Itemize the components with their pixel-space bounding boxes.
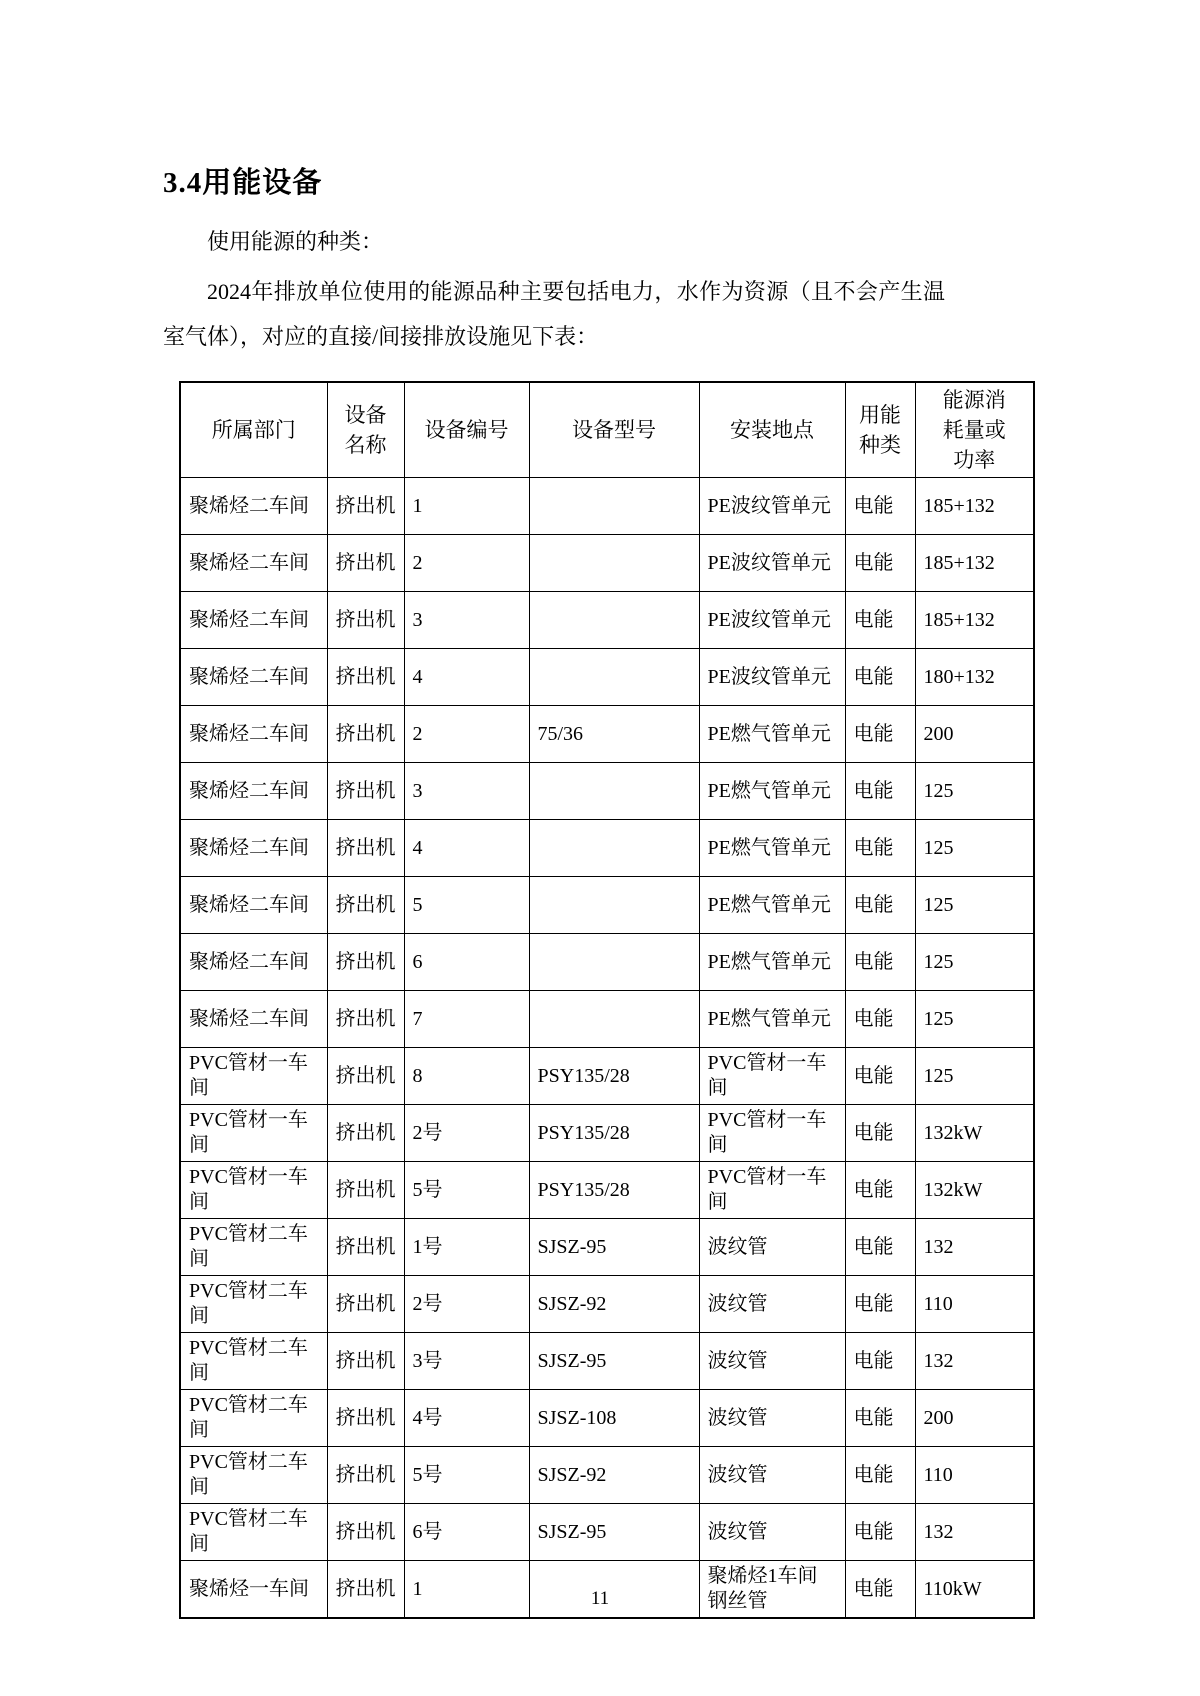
table-cell: 125 [915,820,1034,877]
equipment-table [179,381,1035,1619]
table-row [180,991,1034,1048]
table-row [180,1105,1034,1162]
table-cell: 挤出机 [327,1504,404,1561]
table-cell: 挤出机 [327,1162,404,1219]
table-row [180,1447,1034,1504]
table-cell: 聚烯烃二车间 [180,934,327,991]
table-cell: 132kW [915,1105,1034,1162]
table-cell: PVC管材二车间 [180,1504,327,1561]
table-cell: 1 [404,1561,529,1619]
header-cell: 设备名称 [327,382,404,478]
paragraph-energy-types: 使用能源的种类： [207,229,384,254]
table-row [180,535,1034,592]
table-cell: 6号 [404,1504,529,1561]
table-cell: 3号 [404,1333,529,1390]
table-cell: SJSZ-108 [529,1390,699,1447]
table-cell [529,877,699,934]
table-cell: 波纹管 [699,1504,845,1561]
table-cell: 132kW [915,1162,1034,1219]
table-row [180,592,1034,649]
table-cell: 75/36 [529,706,699,763]
table-cell: 电能 [845,535,915,592]
table-cell: PVC管材一车间 [699,1162,845,1219]
table-cell: 波纹管 [699,1333,845,1390]
table-cell: PE燃气管单元 [699,991,845,1048]
table-cell: 132 [915,1219,1034,1276]
table-cell: 电能 [845,592,915,649]
table-cell: PE燃气管单元 [699,820,845,877]
table-cell [529,478,699,535]
table-cell: 电能 [845,1561,915,1619]
table-cell: 聚烯烃二车间 [180,991,327,1048]
table-cell: 5号 [404,1162,529,1219]
table-row [180,763,1034,820]
table-cell: 聚烯烃1车间钢丝管 [699,1561,845,1619]
table-header-row [180,382,1034,478]
table-cell: PVC管材二车间 [180,1447,327,1504]
table-row [180,877,1034,934]
table-cell: PE燃气管单元 [699,706,845,763]
table-cell: 125 [915,763,1034,820]
table-cell: PE波纹管单元 [699,535,845,592]
table-cell: 1 [404,478,529,535]
table-cell [529,934,699,991]
table-cell: 8 [404,1048,529,1105]
table-cell: PVC管材一车间 [180,1105,327,1162]
table-cell: PVC管材一车间 [180,1162,327,1219]
table-cell: 5号 [404,1447,529,1504]
header-cell: 能源消耗量或功率 [915,382,1034,478]
table-cell: 聚烯烃二车间 [180,763,327,820]
table-cell: 挤出机 [327,820,404,877]
table-cell: PVC管材二车间 [180,1333,327,1390]
table-cell: 125 [915,934,1034,991]
table-cell: 1号 [404,1219,529,1276]
table-cell: 聚烯烃二车间 [180,649,327,706]
table-cell: 6 [404,934,529,991]
table-cell: 200 [915,706,1034,763]
table-row [180,820,1034,877]
table-cell: 电能 [845,1390,915,1447]
table-body [180,478,1034,1619]
table-cell: PVC管材二车间 [180,1276,327,1333]
table-row [180,478,1034,535]
table-cell: 电能 [845,763,915,820]
table-row [180,1162,1034,1219]
table-cell: 电能 [845,1162,915,1219]
table-cell: 聚烯烃二车间 [180,592,327,649]
table-cell: PSY135/28 [529,1162,699,1219]
table-row [180,1333,1034,1390]
table-cell: 挤出机 [327,1390,404,1447]
table-cell: 电能 [845,649,915,706]
table-cell: 挤出机 [327,1048,404,1105]
table-cell: 125 [915,877,1034,934]
header-cell: 安装地点 [699,382,845,478]
header-cell: 设备型号 [529,382,699,478]
table-cell: PE波纹管单元 [699,478,845,535]
table-cell: PE燃气管单元 [699,763,845,820]
table-row [180,1048,1034,1105]
table-cell: 聚烯烃二车间 [180,535,327,592]
table-row [180,1504,1034,1561]
table-cell: PVC管材一车间 [699,1048,845,1105]
table-row [180,649,1034,706]
table-cell: 电能 [845,1333,915,1390]
table-cell: 电能 [845,877,915,934]
table-cell: 2号 [404,1105,529,1162]
table-row [180,706,1034,763]
table-cell: 2号 [404,1276,529,1333]
table-cell: 挤出机 [327,991,404,1048]
table-cell: 5 [404,877,529,934]
table-cell: SJSZ-92 [529,1447,699,1504]
table-cell: 电能 [845,820,915,877]
table-cell: 180+132 [915,649,1034,706]
section-title: 3.4用能设备 [163,167,323,199]
table-cell: 电能 [845,1447,915,1504]
table-cell: 挤出机 [327,934,404,991]
table-cell: 3 [404,763,529,820]
table-cell: 挤出机 [327,592,404,649]
table-cell: 挤出机 [327,1447,404,1504]
table-cell: 挤出机 [327,1276,404,1333]
table-cell: 132 [915,1333,1034,1390]
table-cell: 7 [404,991,529,1048]
table-cell: 波纹管 [699,1276,845,1333]
header-cell: 用能种类 [845,382,915,478]
table-cell: 电能 [845,991,915,1048]
table-cell [529,649,699,706]
table-cell: 110kW [915,1561,1034,1619]
table-cell: PSY135/28 [529,1048,699,1105]
table-cell: 挤出机 [327,1561,404,1619]
table-cell [529,535,699,592]
table-cell: 电能 [845,1276,915,1333]
table-cell [529,763,699,820]
table-cell: 2 [404,706,529,763]
table-cell: 125 [915,1048,1034,1105]
table-cell: PVC管材二车间 [180,1219,327,1276]
table-cell: PVC管材一车间 [180,1048,327,1105]
table-cell: 185+132 [915,592,1034,649]
table-cell: 电能 [845,706,915,763]
table-cell: 4号 [404,1390,529,1447]
table-cell: 4 [404,820,529,877]
table-cell [529,820,699,877]
table-cell: 电能 [845,1105,915,1162]
table-cell: SJSZ-92 [529,1276,699,1333]
table-row [180,934,1034,991]
table-cell: 聚烯烃一车间 [180,1561,327,1619]
table-cell: PVC管材一车间 [699,1105,845,1162]
table-cell: 110 [915,1447,1034,1504]
table-cell: PE燃气管单元 [699,877,845,934]
table-cell: 132 [915,1504,1034,1561]
table-cell: PE波纹管单元 [699,592,845,649]
table-cell: 波纹管 [699,1390,845,1447]
table-cell: 波纹管 [699,1219,845,1276]
table-cell: 110 [915,1276,1034,1333]
table-row [180,1390,1034,1447]
header-cell: 设备编号 [404,382,529,478]
table-cell: 挤出机 [327,535,404,592]
table-cell: PSY135/28 [529,1105,699,1162]
table-cell: 挤出机 [327,1333,404,1390]
table-cell [529,991,699,1048]
table-cell: 挤出机 [327,1105,404,1162]
table-cell: SJSZ-95 [529,1219,699,1276]
table-cell: 挤出机 [327,478,404,535]
table-cell: 聚烯烃二车间 [180,706,327,763]
table-cell: 185+132 [915,478,1034,535]
table-row [180,1219,1034,1276]
table-cell: 波纹管 [699,1447,845,1504]
table-cell: 电能 [845,1219,915,1276]
table-cell: 125 [915,991,1034,1048]
table-cell: 电能 [845,1048,915,1105]
table-cell: 2 [404,535,529,592]
page-number: 11 [590,1588,610,1609]
table-cell: 电能 [845,934,915,991]
table-cell: 挤出机 [327,1219,404,1276]
table-cell: 挤出机 [327,706,404,763]
table-row [180,1276,1034,1333]
table-cell: 挤出机 [327,763,404,820]
table-cell: PE燃气管单元 [699,934,845,991]
header-cell: 所属部门 [180,382,327,478]
table-cell: 电能 [845,478,915,535]
table-cell: SJSZ-95 [529,1504,699,1561]
table-cell: SJSZ-95 [529,1333,699,1390]
table-cell: 挤出机 [327,649,404,706]
table-cell: PVC管材二车间 [180,1390,327,1447]
table-cell: 电能 [845,1504,915,1561]
table-cell [529,592,699,649]
table-cell: 185+132 [915,535,1034,592]
table-cell: 聚烯烃二车间 [180,820,327,877]
table-cell: 挤出机 [327,877,404,934]
table-cell: 聚烯烃二车间 [180,478,327,535]
table-cell: 聚烯烃二车间 [180,877,327,934]
table-cell: 200 [915,1390,1034,1447]
table-cell: 3 [404,592,529,649]
table-cell: 4 [404,649,529,706]
table-cell: PE波纹管单元 [699,649,845,706]
paragraph-energy-description: 2024年排放单位使用的能源品种主要包括电力，水作为资源（且不会产生温室气体），对应的直接/间接排放设施见下表： [163,279,945,349]
